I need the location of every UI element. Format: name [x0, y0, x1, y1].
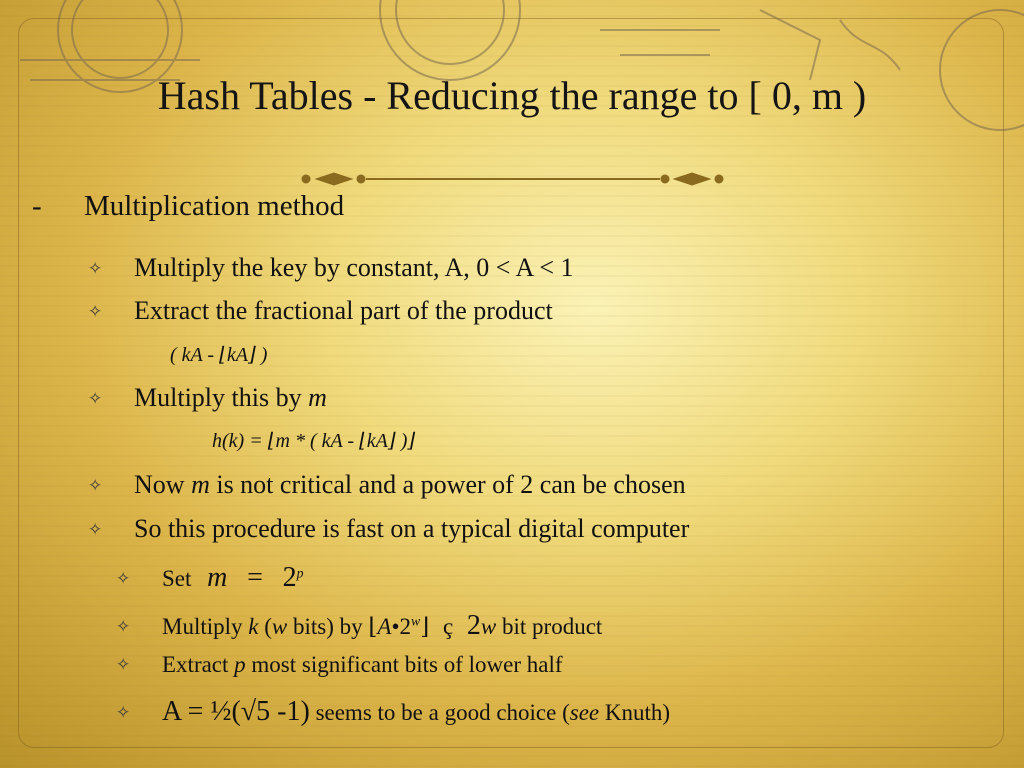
- section-heading: [32, 190, 344, 223]
- sub-bullet-text: Extract: [162, 652, 235, 677]
- bullet-multiply-m: [88, 383, 327, 413]
- var-m: m: [207, 562, 228, 593]
- sub-bullet-text: most significant bits of lower half: [245, 652, 563, 677]
- sub-bullet-text: Set: [162, 566, 192, 591]
- bullet-fast-procedure: [88, 514, 689, 544]
- var-w: w: [480, 614, 497, 639]
- times-two: •2: [391, 614, 411, 639]
- exponent-p: p: [296, 565, 304, 581]
- four-point-star-icon: ✧: [88, 389, 103, 408]
- var-w: w: [271, 614, 288, 639]
- arrow-glyph: ç: [442, 614, 454, 639]
- bullet-text: So this procedure is fast on a typical digital computer: [134, 514, 690, 543]
- bullet-text: Now: [134, 470, 192, 499]
- golden-ratio-formula: A = ½(√5 -1): [162, 696, 310, 727]
- sub-bullet-multiply-k: [116, 610, 602, 642]
- fraction-formula: ( kA - ⌊kA⌋ ): [170, 344, 268, 366]
- see-reference: see: [569, 700, 600, 725]
- section-heading-label: Multiplication method: [84, 190, 345, 222]
- sub-bullet-text: (: [258, 614, 272, 639]
- four-point-star-icon: ✧: [116, 655, 131, 674]
- bullet-text: is not critical and a power of 2 can be chosen: [209, 470, 686, 499]
- sub-bullet-text: seems to be a good choice (: [309, 700, 570, 725]
- sub-bullet-text: bit product: [496, 614, 603, 639]
- bullet-text: Multiply the key by constant, A, 0 < A < 1: [134, 253, 574, 282]
- var-m: m: [191, 470, 210, 499]
- right-floor: ⌋: [420, 614, 430, 639]
- slide-title: Hash Tables - Reducing the range to [ 0, m ): [157, 73, 867, 118]
- sub-bullet-text: Multiply: [162, 614, 249, 639]
- ornamental-divider-icon: [298, 168, 728, 190]
- base-two: 2: [282, 562, 297, 593]
- sub-bullet-text: Knuth): [599, 700, 671, 725]
- bullet-text: Multiply this by: [134, 383, 309, 412]
- sub-bullet-text: bits) by: [287, 614, 369, 639]
- exponent-w: w: [411, 613, 421, 629]
- left-floor: ⌊: [368, 614, 378, 639]
- four-point-star-icon: ✧: [88, 302, 103, 321]
- four-point-star-icon: ✧: [116, 617, 131, 636]
- four-point-star-icon: ✧: [88, 520, 103, 539]
- dash-bullet: -: [32, 190, 42, 222]
- four-point-star-icon: ✧: [116, 703, 131, 722]
- four-point-star-icon: ✧: [88, 476, 103, 495]
- bullet-power-of-two: [88, 470, 686, 500]
- sub-bullet-set-m: [116, 562, 304, 594]
- bullet-multiply-key: [88, 253, 574, 283]
- bullet-text: Extract the fractional part of the product: [134, 296, 553, 325]
- equals-sign: =: [247, 562, 263, 593]
- var-k: k: [248, 614, 259, 639]
- var-m: m: [308, 383, 327, 412]
- four-point-star-icon: ✧: [116, 569, 131, 588]
- var-p: p: [234, 652, 246, 677]
- base-two: 2: [466, 610, 481, 641]
- hash-formula: h(k) = ⌊m * ( kA - ⌊kA⌋ )⌋: [212, 430, 416, 452]
- sub-bullet-good-A: [116, 696, 670, 728]
- four-point-star-icon: ✧: [88, 259, 103, 278]
- bullet-extract-fraction: [88, 296, 553, 326]
- sub-bullet-extract-p: [116, 652, 563, 678]
- var-A: A: [377, 614, 392, 639]
